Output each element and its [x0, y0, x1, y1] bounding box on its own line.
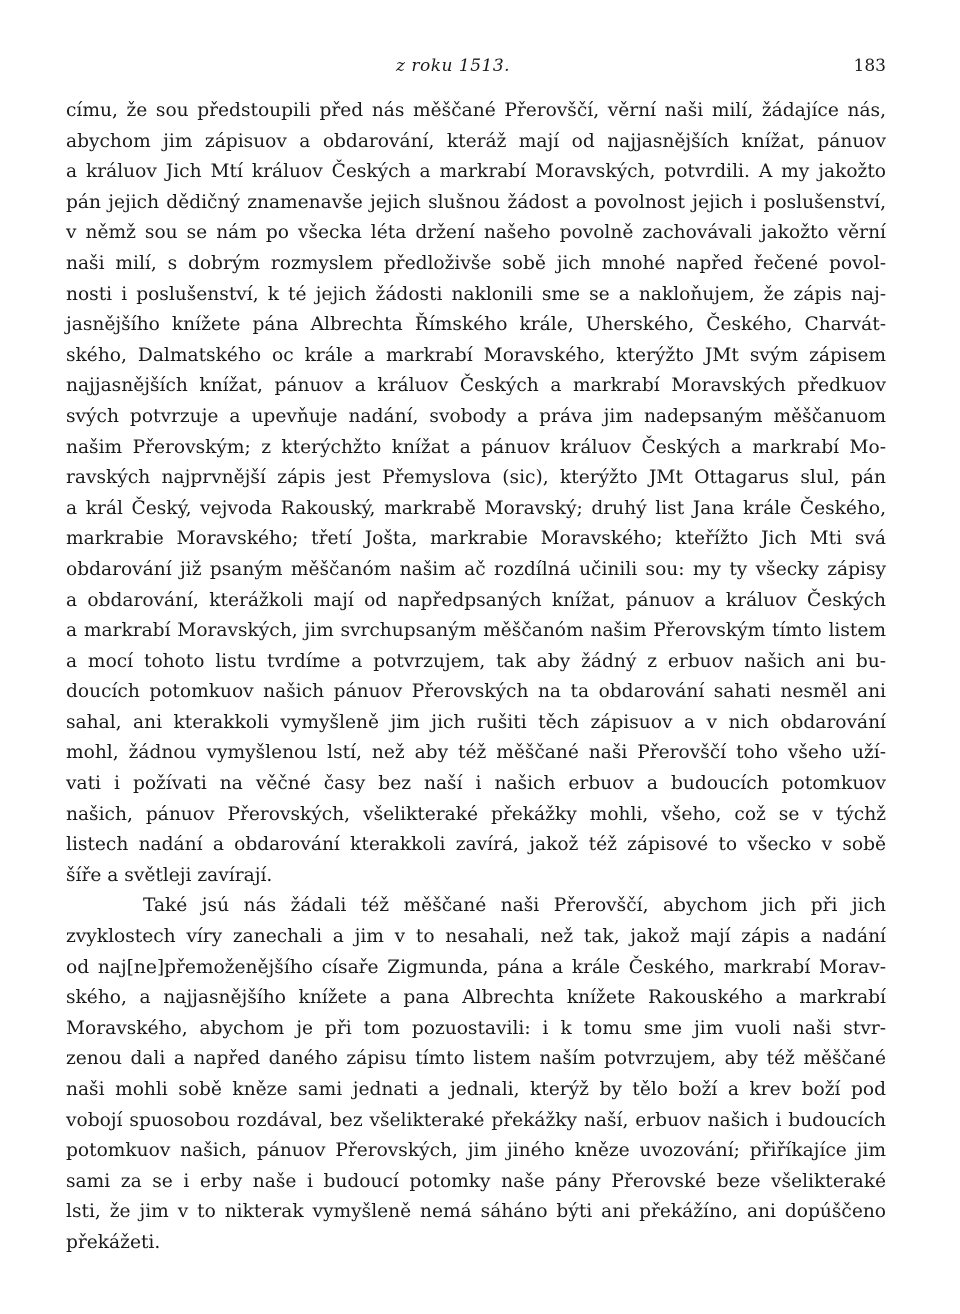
text-line: od naj[ne]přemoženějšího císaře Zigmunda, pána a krále Českého, markrabí Morav- — [66, 956, 886, 978]
text-line: vobojí spuosobou rozdával, bez všelikteraké překážky naší, erbuov našich i budoucích — [66, 1109, 886, 1131]
page-number: 183 — [853, 56, 886, 76]
text-line: markrabie Moravského; třetí Jošta, markrabie Moravského; kteřížto Jich Mti svá — [66, 528, 886, 550]
text-line: sahal, ani kterakkoli vymyšleně jim jich rušiti těch zápisuov a v nich obdarování — [66, 711, 886, 733]
text-line: mohl, žádnou vymyšlenou lstí, než aby též měščané naši Přerovščí toho všeho uží- — [66, 742, 886, 764]
text-line: sami za se i erby naše i budoucí potomky naše pány Přerovské beze všelikteraké — [66, 1170, 886, 1192]
text-line: obdarování již psaným měščanóm našim ač rozdílná učinili sou: my ty všecky zápisy — [66, 558, 886, 580]
text-line: lsti, že jim v to nikterak vymyšleně nemá sáháno býti ani překážíno, ani dopúščeno — [66, 1201, 886, 1223]
text-line: jasnějšího knížete pána Albrechta Římského krále, Uherského, Českého, Charvát- — [66, 314, 886, 336]
text-line: najjasnějších knížat, pánuov a králuov Českých a markrabí Moravských předkuov — [66, 375, 886, 397]
text-line: našich, pánuov Přerovských, všelikteraké překážky mohli, všeho, což se v týchž — [66, 803, 886, 825]
text-line: naši milí, s dobrým rozmyslem předloživše sobě jich mnohé napřed řečené povol- — [66, 252, 886, 274]
text-line: zvyklostech víry zanechali a jim v to nesahali, než tak, jakož mají zápis a nadání — [66, 926, 886, 948]
text-line: Moravského, abychom je při tom pozuostavili: i k tomu sme jim vuoli naši stvr- — [66, 1017, 886, 1039]
text-line: potomkuov našich, pánuov Přerovských, jim jiného kněze uvozování; přiříkajíce jim — [66, 1140, 886, 1162]
text-line: címu, že sou předstoupili před nás měščané Přerovščí, věrní naši milí, žádajíce nás, — [66, 100, 886, 121]
text-line: a mocí tohoto listu tvrdíme a potvrzujem, tak aby žádný z erbuov našich ani bu- — [66, 650, 886, 672]
running-title: z roku 1513. — [396, 56, 511, 76]
text-line: ského, Dalmatského oc krále a markrabí Moravského, kterýžto JMt svým zápisem — [66, 344, 886, 366]
paragraph-start-line: Také jsú nás žádali též měščané naši Přerovščí, abychom jich při jich — [143, 895, 886, 917]
text-line: doucích potomkuov našich pánuov Přerovských na ta obdarování sahati nesměl ani — [66, 681, 886, 703]
text-line: nosti i poslušenství, k té jejich žádosti naklonili sme se a nakloňujem, že zápis naj- — [66, 283, 886, 305]
text-line: listech nadání a obdarování kterakkoli zavírá, jakož též zápisové to všecko v sobě — [66, 834, 886, 856]
paragraph-end-line: šíře a světleji zavírají. — [66, 864, 273, 886]
text-line: naši mohli sobě kněze sami jednati a jednali, kterýž by tělo boží a krev boží pod — [66, 1079, 886, 1100]
text-line: a obdarování, kterážkoli mají od napředpsaných knížat, pánuov a králuov Českých — [66, 589, 886, 611]
text-line: a markrabí Moravských, jim svrchupsaným měščanóm našim Přerovským tímto listem — [66, 620, 886, 642]
text-line: našim Přerovským; z kterýchžto knížat a pánuov králuov Českých a markrabí Mo- — [66, 436, 886, 458]
text-line: svých potvrzuje a upevňuje nadání, svobody a práva jim nadepsaným měščanuom — [66, 405, 886, 427]
paragraph-end-line: překážeti. — [66, 1231, 161, 1253]
text-line: a králuov Jich Mtí králuov Českých a markrabí Moravských, potvrdili. A my jakožto — [66, 161, 886, 183]
text-line: pán jejich dědičný znamenavše jejich slušnou žádost a povolnost jejich i poslušenství, — [66, 191, 886, 213]
text-line: ravských najprvnější zápis jest Přemyslova (sic), kterýžto JMt Ottagarus slul, pán — [66, 467, 886, 489]
text-line: zenou dali a napřed daného zápisu tímto listem naším potvrzujem, aby též měščané — [66, 1048, 886, 1070]
text-line: v němž sou se nám po všecka léta držení našeho povolně zachovávali jakožto věrní — [66, 222, 886, 244]
body-text — [66, 96, 886, 1259]
book-page — [66, 56, 886, 1259]
text-line: vati i požívati na věčné časy bez naší i našich erbuov a budoucích potomkuov — [66, 773, 886, 795]
running-head — [66, 56, 886, 84]
text-line: abychom jim zápisuov a obdarování, kteráž mají od najjasnějších knížat, pánuov — [66, 130, 886, 152]
text-line: a král Český, vejvoda Rakouský, markrabě Moravský; druhý list Jana krále Českého, — [66, 497, 886, 519]
text-line: ského, a najjasnějšího knížete a pana Albrechta knížete Rakouského a markrabí — [66, 987, 886, 1009]
